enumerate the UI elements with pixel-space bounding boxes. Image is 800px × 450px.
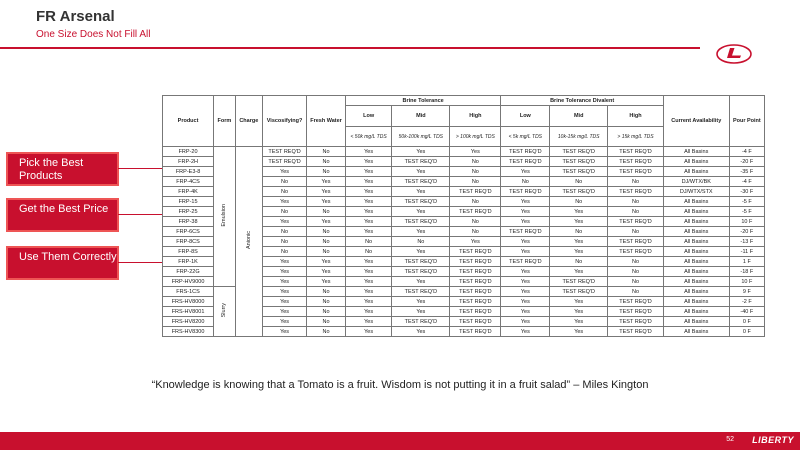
- cell-brine-high: No: [450, 157, 501, 167]
- cell-brine-mid: TEST REQ'D: [392, 267, 450, 277]
- cell-brine-mid: Yes: [392, 307, 450, 317]
- cell-brine-mid: Yes: [392, 207, 450, 217]
- cell-product: FRP-1K: [163, 257, 214, 267]
- cell-brine-high: No: [450, 197, 501, 207]
- cell-product: FRP-20: [163, 147, 214, 157]
- cell-brine-high: TEST REQ'D: [450, 307, 501, 317]
- form-emulsion-label: Emulsion: [221, 204, 228, 227]
- cell-divalent-mid: No: [550, 197, 608, 207]
- cell-brine-mid: Yes: [392, 297, 450, 307]
- cell-divalent-high: No: [608, 207, 664, 217]
- page-number: 52: [726, 436, 734, 443]
- cell-viscosifying: No: [262, 187, 306, 197]
- cell-brine-high: TEST REQ'D: [450, 317, 501, 327]
- cell-availability: All Basins: [663, 197, 729, 207]
- cell-pour-point: -11 F: [729, 247, 764, 257]
- cell-brine-low: Yes: [345, 257, 392, 267]
- cell-fresh-water: No: [307, 317, 346, 327]
- cell-product: FRP-E3-8: [163, 167, 214, 177]
- cell-divalent-low: No: [501, 177, 550, 187]
- cell-divalent-low: TEST REQ'D: [501, 147, 550, 157]
- cell-availability: All Basins: [663, 157, 729, 167]
- cell-divalent-high: No: [608, 197, 664, 207]
- cell-brine-high: TEST REQ'D: [450, 327, 501, 337]
- cell-fresh-water: Yes: [307, 197, 346, 207]
- cell-product: FRP-22G: [163, 267, 214, 277]
- cell-product: FRP-8CS: [163, 237, 214, 247]
- product-table: [162, 95, 765, 337]
- cell-availability: All Basins: [663, 307, 729, 317]
- cell-divalent-low: TEST REQ'D: [501, 257, 550, 267]
- cell-divalent-low: Yes: [501, 197, 550, 207]
- cell-product: FRS-1CS: [163, 287, 214, 297]
- cell-brine-high: Yes: [450, 237, 501, 247]
- cell-brine-low: Yes: [345, 207, 392, 217]
- cell-divalent-low: TEST REQ'D: [501, 157, 550, 167]
- cell-brine-high: Yes: [450, 147, 501, 157]
- cell-divalent-high: TEST REQ'D: [608, 317, 664, 327]
- slide-title: FR Arsenal: [36, 8, 115, 25]
- cell-fresh-water: No: [307, 237, 346, 247]
- cell-pour-point: -5 F: [729, 207, 764, 217]
- cell-fresh-water: No: [307, 157, 346, 167]
- cell-product: FRS-HV8000: [163, 297, 214, 307]
- header-current-availability: Current Availability: [663, 96, 729, 147]
- cell-viscosifying: No: [262, 227, 306, 237]
- cell-viscosifying: Yes: [262, 257, 306, 267]
- cell-brine-mid: Yes: [392, 167, 450, 177]
- cell-brine-high: No: [450, 227, 501, 237]
- cell-fresh-water: No: [307, 327, 346, 337]
- cell-divalent-low: Yes: [501, 327, 550, 337]
- cell-divalent-high: TEST REQ'D: [608, 147, 664, 157]
- cell-divalent-high: TEST REQ'D: [608, 297, 664, 307]
- slide-subtitle: One Size Does Not Fill All: [36, 29, 151, 40]
- cell-divalent-high: No: [608, 267, 664, 277]
- header-brine-high-range: > 100k mg/L TDS: [450, 127, 501, 147]
- cell-brine-low: Yes: [345, 227, 392, 237]
- cell-product: FRP-25: [163, 207, 214, 217]
- cell-divalent-mid: TEST REQ'D: [550, 187, 608, 197]
- cell-divalent-mid: Yes: [550, 237, 608, 247]
- header-product: Product: [163, 96, 214, 147]
- cell-product: FRP-HV9000: [163, 277, 214, 287]
- cell-product: FRP-4K: [163, 187, 214, 197]
- cell-divalent-high: No: [608, 257, 664, 267]
- cell-pour-point: -30 F: [729, 187, 764, 197]
- cell-viscosifying: Yes: [262, 217, 306, 227]
- product-table-body: [163, 147, 765, 337]
- cell-fresh-water: Yes: [307, 277, 346, 287]
- cell-viscosifying: No: [262, 237, 306, 247]
- cell-divalent-low: Yes: [501, 307, 550, 317]
- cell-pour-point: 0 F: [729, 327, 764, 337]
- cell-brine-high: TEST REQ'D: [450, 187, 501, 197]
- header-brine-high: High: [450, 106, 501, 127]
- cell-brine-low: Yes: [345, 147, 392, 157]
- callout-connector-line: [118, 262, 162, 263]
- cell-divalent-mid: TEST REQ'D: [550, 147, 608, 157]
- callout-connector-line: [118, 214, 162, 215]
- cell-divalent-low: Yes: [501, 247, 550, 257]
- cell-divalent-low: Yes: [501, 277, 550, 287]
- cell-brine-mid: TEST REQ'D: [392, 317, 450, 327]
- cell-divalent-mid: Yes: [550, 267, 608, 277]
- cell-brine-low: Yes: [345, 307, 392, 317]
- cell-availability: All Basins: [663, 317, 729, 327]
- cell-availability: All Basins: [663, 297, 729, 307]
- cell-product: FRP-4CS: [163, 177, 214, 187]
- cell-pour-point: -5 F: [729, 197, 764, 207]
- cell-availability: All Basins: [663, 217, 729, 227]
- cell-divalent-low: Yes: [501, 207, 550, 217]
- cell-availability: All Basins: [663, 167, 729, 177]
- cell-availability: DJ/WTX/BK: [663, 177, 729, 187]
- callout-use-them-correctly: Use Them Correctly: [6, 246, 119, 280]
- cell-pour-point: -40 F: [729, 307, 764, 317]
- cell-availability: DJ/WTX/STX: [663, 187, 729, 197]
- cell-brine-low: Yes: [345, 187, 392, 197]
- cell-viscosifying: Yes: [262, 277, 306, 287]
- cell-pour-point: -4 F: [729, 147, 764, 157]
- header-divalent-low: Low: [501, 106, 550, 127]
- cell-brine-mid: Yes: [392, 227, 450, 237]
- cell-divalent-low: TEST REQ'D: [501, 227, 550, 237]
- cell-divalent-mid: TEST REQ'D: [550, 157, 608, 167]
- cell-brine-low: Yes: [345, 327, 392, 337]
- cell-pour-point: -18 F: [729, 267, 764, 277]
- quote-text: “Knowledge is knowing that a Tomato is a fruit. Wisdom is not putting it in a fruit salad” – Miles Kington: [151, 379, 649, 391]
- cell-pour-point: 10 F: [729, 277, 764, 287]
- cell-brine-low: Yes: [345, 217, 392, 227]
- cell-brine-mid: Yes: [392, 147, 450, 157]
- cell-availability: All Basins: [663, 277, 729, 287]
- cell-divalent-mid: TEST REQ'D: [550, 277, 608, 287]
- cell-brine-low: Yes: [345, 177, 392, 187]
- header-fresh-water: Fresh Water: [307, 96, 346, 147]
- cell-fresh-water: No: [307, 287, 346, 297]
- cell-brine-high: TEST REQ'D: [450, 287, 501, 297]
- cell-brine-mid: TEST REQ'D: [392, 177, 450, 187]
- cell-brine-low: Yes: [345, 167, 392, 177]
- cell-brine-mid: TEST REQ'D: [392, 217, 450, 227]
- cell-brine-low: Yes: [345, 197, 392, 207]
- cell-brine-mid: Yes: [392, 247, 450, 257]
- cell-brine-mid: No: [392, 237, 450, 247]
- cell-viscosifying: Yes: [262, 197, 306, 207]
- cell-product: FRS-HV8001: [163, 307, 214, 317]
- cell-brine-mid: Yes: [392, 277, 450, 287]
- cell-viscosifying: Yes: [262, 317, 306, 327]
- cell-divalent-high: TEST REQ'D: [608, 217, 664, 227]
- cell-fresh-water: No: [307, 247, 346, 257]
- cell-fresh-water: Yes: [307, 217, 346, 227]
- cell-availability: All Basins: [663, 237, 729, 247]
- table-row: [163, 147, 765, 157]
- header-divalent-high-range: > 15k mg/L TDS: [608, 127, 664, 147]
- cell-viscosifying: No: [262, 247, 306, 257]
- cell-divalent-high: TEST REQ'D: [608, 327, 664, 337]
- cell-product: FRP-2H: [163, 157, 214, 167]
- cell-viscosifying: Yes: [262, 307, 306, 317]
- cell-divalent-mid: No: [550, 257, 608, 267]
- cell-fresh-water: No: [307, 167, 346, 177]
- cell-brine-mid: Yes: [392, 327, 450, 337]
- cell-pour-point: 1 F: [729, 257, 764, 267]
- cell-brine-mid: TEST REQ'D: [392, 287, 450, 297]
- cell-availability: All Basins: [663, 207, 729, 217]
- cell-divalent-high: TEST REQ'D: [608, 237, 664, 247]
- cell-form: [214, 287, 236, 337]
- brand-logo-text: LIBERTY: [752, 435, 794, 445]
- cell-brine-low: Yes: [345, 267, 392, 277]
- cell-brine-high: No: [450, 177, 501, 187]
- cell-divalent-mid: Yes: [550, 217, 608, 227]
- cell-brine-mid: TEST REQ'D: [392, 157, 450, 167]
- cell-availability: All Basins: [663, 327, 729, 337]
- cell-fresh-water: No: [307, 227, 346, 237]
- cell-brine-low: No: [345, 247, 392, 257]
- cell-pour-point: -2 F: [729, 297, 764, 307]
- cell-viscosifying: No: [262, 207, 306, 217]
- footer-bar: [0, 432, 800, 450]
- cell-divalent-mid: Yes: [550, 207, 608, 217]
- cell-pour-point: -20 F: [729, 227, 764, 237]
- cell-viscosifying: Yes: [262, 327, 306, 337]
- cell-product: FRS-HV8200: [163, 317, 214, 327]
- cell-divalent-low: Yes: [501, 287, 550, 297]
- cell-brine-high: No: [450, 167, 501, 177]
- cell-brine-low: Yes: [345, 287, 392, 297]
- cell-divalent-high: No: [608, 227, 664, 237]
- cell-brine-high: No: [450, 217, 501, 227]
- cell-product: FRS-HV8300: [163, 327, 214, 337]
- cell-divalent-low: Yes: [501, 297, 550, 307]
- cell-brine-low: Yes: [345, 157, 392, 167]
- cell-divalent-mid: Yes: [550, 307, 608, 317]
- cell-brine-high: TEST REQ'D: [450, 207, 501, 217]
- cell-fresh-water: Yes: [307, 187, 346, 197]
- cell-pour-point: -4 F: [729, 177, 764, 187]
- header-rule: [0, 47, 700, 49]
- cell-pour-point: -35 F: [729, 167, 764, 177]
- cell-brine-high: TEST REQ'D: [450, 257, 501, 267]
- charge-anionic-label: Anionic: [245, 231, 252, 250]
- cell-viscosifying: Yes: [262, 167, 306, 177]
- header-viscosifying: Viscosifying?: [262, 96, 306, 147]
- cell-availability: All Basins: [663, 287, 729, 297]
- header-divalent-mid: Mid: [550, 106, 608, 127]
- cell-brine-low: Yes: [345, 297, 392, 307]
- cell-charge: [235, 147, 262, 337]
- header-pour-point: Pour Point: [729, 96, 764, 147]
- header-brine-low-range: < 50k mg/L TDS: [345, 127, 392, 147]
- cell-divalent-low: Yes: [501, 317, 550, 327]
- cell-viscosifying: Yes: [262, 297, 306, 307]
- cell-fresh-water: Yes: [307, 267, 346, 277]
- cell-divalent-mid: Yes: [550, 327, 608, 337]
- cell-divalent-high: TEST REQ'D: [608, 157, 664, 167]
- cell-divalent-low: TEST REQ'D: [501, 187, 550, 197]
- cell-divalent-mid: TEST REQ'D: [550, 287, 608, 297]
- header-brine-mid: Mid: [392, 106, 450, 127]
- cell-divalent-high: No: [608, 177, 664, 187]
- form-slurry-label: Slurry: [221, 303, 228, 318]
- cell-availability: All Basins: [663, 257, 729, 267]
- callout-pick-best-products: Pick the Best Products: [6, 152, 119, 186]
- cell-brine-high: TEST REQ'D: [450, 247, 501, 257]
- cell-viscosifying: No: [262, 177, 306, 187]
- cell-fresh-water: No: [307, 147, 346, 157]
- cell-divalent-low: Yes: [501, 267, 550, 277]
- header-brine-tolerance-divalent: Brine Tolerance Divalent: [501, 96, 663, 106]
- header-brine-mid-range: 50k-100k mg/L TDS: [392, 127, 450, 147]
- cell-brine-high: TEST REQ'D: [450, 267, 501, 277]
- cell-divalent-high: TEST REQ'D: [608, 247, 664, 257]
- cell-fresh-water: No: [307, 307, 346, 317]
- cell-pour-point: 10 F: [729, 217, 764, 227]
- cell-product: FRP-38: [163, 217, 214, 227]
- cell-brine-high: TEST REQ'D: [450, 277, 501, 287]
- cell-brine-low: Yes: [345, 317, 392, 327]
- header-divalent-mid-range: 10k-15k mg/L TDS: [550, 127, 608, 147]
- cell-availability: All Basins: [663, 227, 729, 237]
- cell-brine-low: No: [345, 237, 392, 247]
- cell-form: [214, 147, 236, 287]
- callout-connector-line: [118, 168, 162, 169]
- cell-pour-point: 0 F: [729, 317, 764, 327]
- cell-divalent-high: No: [608, 277, 664, 287]
- cell-brine-mid: TEST REQ'D: [392, 197, 450, 207]
- cell-availability: All Basins: [663, 247, 729, 257]
- cell-pour-point: -13 F: [729, 237, 764, 247]
- cell-availability: All Basins: [663, 267, 729, 277]
- cell-divalent-mid: Yes: [550, 297, 608, 307]
- cell-divalent-mid: TEST REQ'D: [550, 167, 608, 177]
- cell-product: FRP-6CS: [163, 227, 214, 237]
- cell-fresh-water: No: [307, 297, 346, 307]
- header-brine-low: Low: [345, 106, 392, 127]
- cell-divalent-mid: Yes: [550, 247, 608, 257]
- cell-product: FRP-15: [163, 197, 214, 207]
- cell-divalent-high: TEST REQ'D: [608, 307, 664, 317]
- cell-fresh-water: Yes: [307, 257, 346, 267]
- cell-viscosifying: Yes: [262, 287, 306, 297]
- header-brine-tolerance: Brine Tolerance: [345, 96, 501, 106]
- cell-brine-mid: TEST REQ'D: [392, 257, 450, 267]
- header-form: Form: [214, 96, 236, 147]
- cell-product: FRP-8S: [163, 247, 214, 257]
- liberty-l-logo-icon: [716, 44, 752, 64]
- cell-divalent-low: Yes: [501, 217, 550, 227]
- cell-brine-mid: Yes: [392, 187, 450, 197]
- cell-viscosifying: Yes: [262, 267, 306, 277]
- cell-divalent-mid: Yes: [550, 317, 608, 327]
- cell-divalent-low: Yes: [501, 237, 550, 247]
- header-divalent-high: High: [608, 106, 664, 127]
- cell-pour-point: -20 F: [729, 157, 764, 167]
- cell-divalent-high: TEST REQ'D: [608, 187, 664, 197]
- cell-divalent-high: TEST REQ'D: [608, 167, 664, 177]
- cell-viscosifying: TEST REQ'D: [262, 157, 306, 167]
- cell-brine-low: Yes: [345, 277, 392, 287]
- cell-divalent-mid: No: [550, 227, 608, 237]
- cell-fresh-water: Yes: [307, 177, 346, 187]
- cell-brine-high: TEST REQ'D: [450, 297, 501, 307]
- cell-availability: All Basins: [663, 147, 729, 157]
- callout-get-best-price: Get the Best Price: [6, 198, 119, 232]
- cell-pour-point: 9 F: [729, 287, 764, 297]
- cell-divalent-low: Yes: [501, 167, 550, 177]
- cell-divalent-mid: No: [550, 177, 608, 187]
- header-charge: Charge: [235, 96, 262, 147]
- cell-fresh-water: No: [307, 207, 346, 217]
- cell-divalent-high: No: [608, 287, 664, 297]
- cell-viscosifying: TEST REQ'D: [262, 147, 306, 157]
- header-divalent-low-range: < 5k mg/L TDS: [501, 127, 550, 147]
